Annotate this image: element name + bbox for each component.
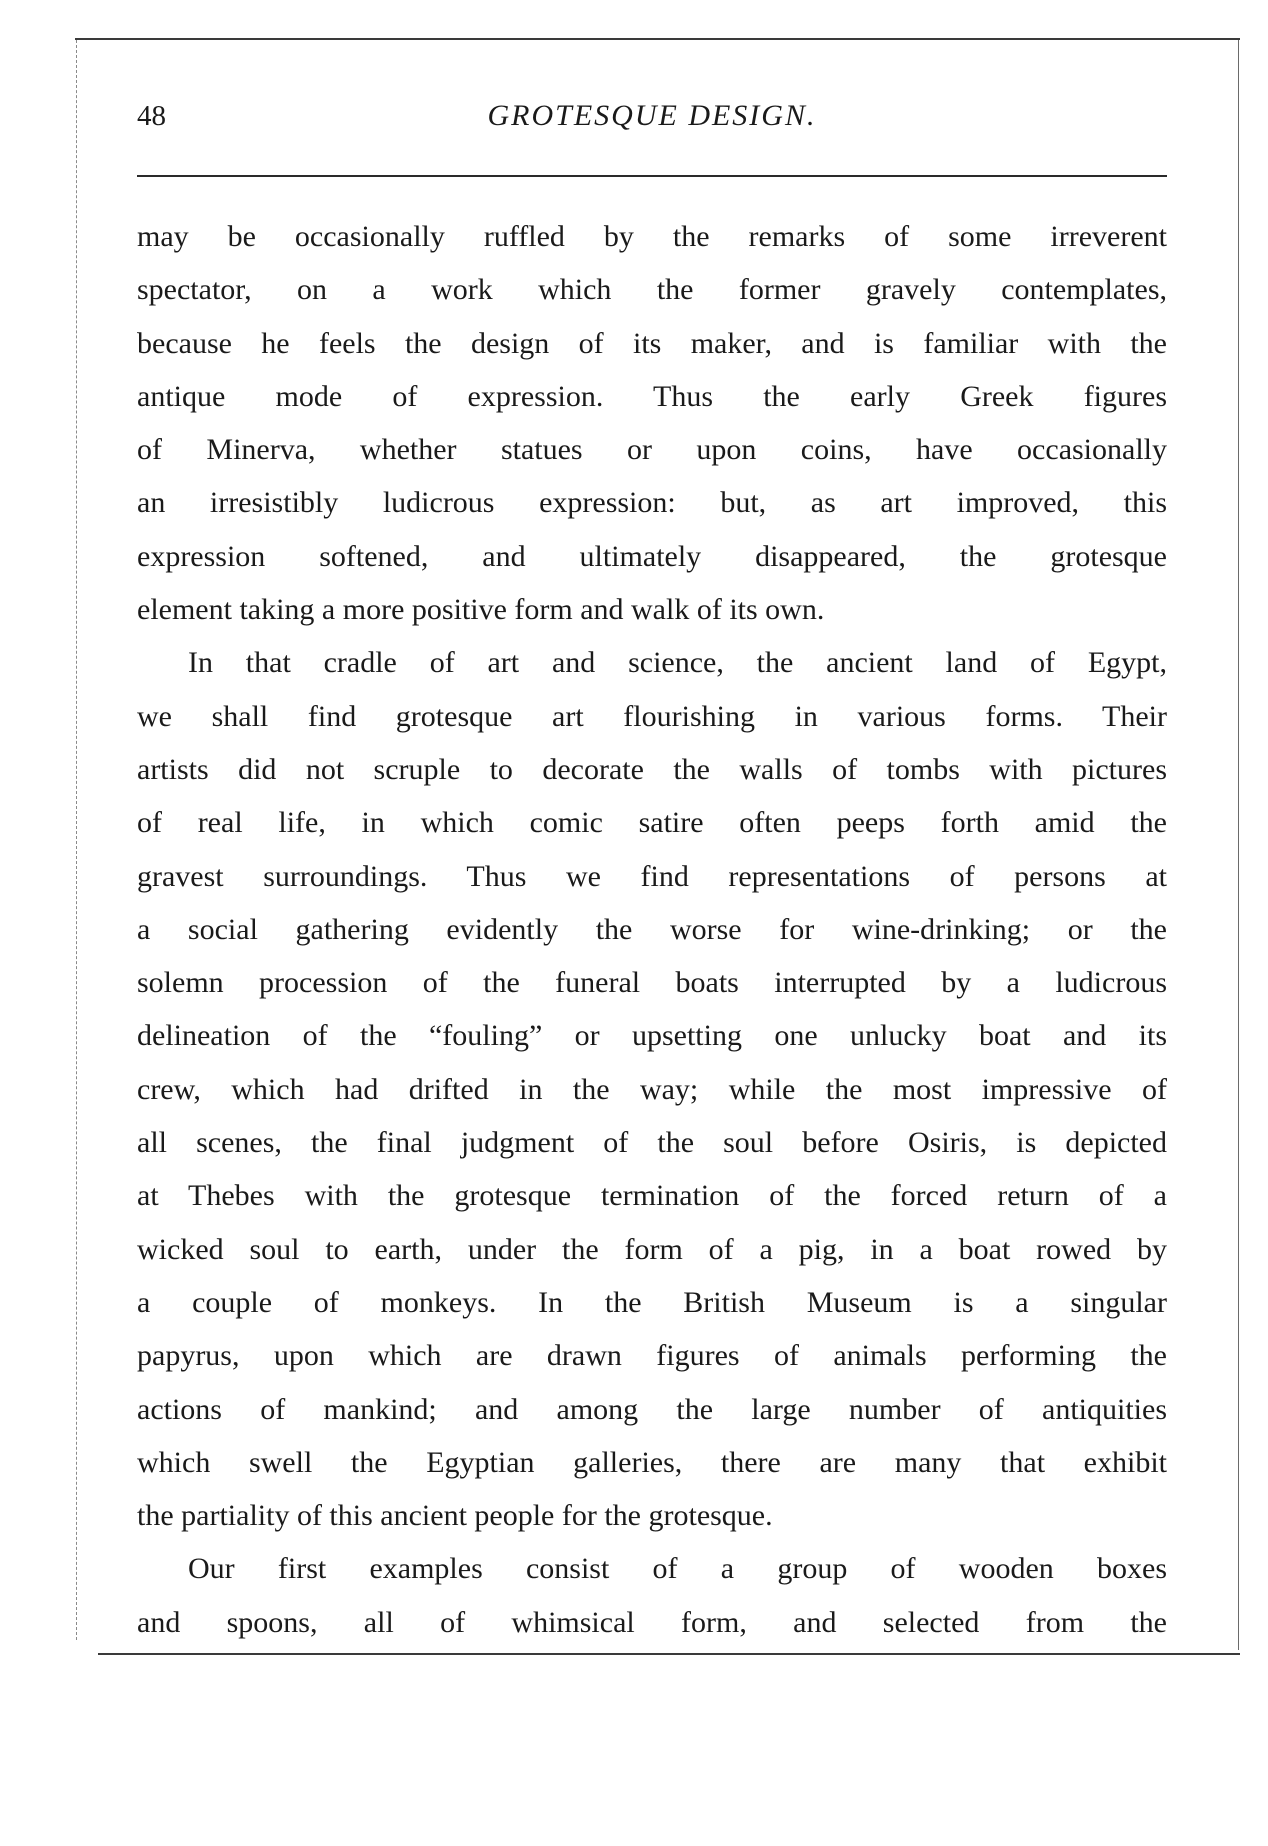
paragraph-end-line: element taking a more positive form and walk of its own. [137, 593, 825, 627]
text-line: antique mode of expression. Thus the early Greek figures [137, 379, 1167, 413]
text-line: of real life, in which comic satire often peeps forth amid the [137, 806, 1167, 840]
text-line: papyrus, upon which are drawn figures of animals performing the [137, 1339, 1167, 1373]
running-head [137, 96, 1167, 136]
running-title: GROTESQUE DESIGN. [487, 99, 817, 132]
paragraph-end-line: the partiality of this ancient people for the grotesque. [137, 1499, 773, 1533]
text-line: actions of mankind; and among the large number of antiquities [137, 1392, 1167, 1426]
text-line: wicked soul to earth, under the form of a pig, in a boat rowed by [137, 1232, 1167, 1266]
text-line: at Thebes with the grotesque termination of the forced return of a [137, 1179, 1167, 1213]
text-line: expression softened, and ultimately disappeared, the grotesque [137, 539, 1167, 573]
text-line: we shall find grotesque art flourishing in various forms. Their [137, 699, 1167, 733]
text-line: spectator, on a work which the former gravely contemplates, [137, 273, 1167, 307]
text-line: and spoons, all of whimsical form, and selected from the [137, 1605, 1167, 1639]
text-line: a social gathering evidently the worse for wine-drinking; or the [137, 912, 1167, 946]
text-line: all scenes, the final judgment of the soul before Osiris, is depicted [137, 1126, 1167, 1160]
text-line: crew, which had drifted in the way; while the most impressive of [137, 1072, 1167, 1106]
text-line: of Minerva, whether statues or upon coins, have occasionally [137, 433, 1167, 467]
text-line: may be occasionally ruffled by the remarks of some irreverent [137, 220, 1167, 253]
paragraph-first-line: Our first examples consist of a group of wooden boxes [188, 1552, 1167, 1586]
paragraph-first-line: In that cradle of art and science, the ancient land of Egypt, [188, 646, 1167, 680]
page-number: 48 [137, 100, 166, 132]
header-rule [137, 175, 1167, 177]
text-line: artists did not scruple to decorate the walls of tombs with pictures [137, 752, 1167, 786]
text-line: because he feels the design of its maker, and is familiar with the [137, 326, 1167, 360]
body-text [137, 210, 1167, 1649]
scan-border-bottom [98, 1653, 1240, 1655]
text-line: solemn procession of the funeral boats interrupted by a ludicrous [137, 966, 1167, 1000]
text-line: gravest surroundings. Thus we find representations of persons at [137, 859, 1167, 893]
text-line: a couple of monkeys. In the British Museum is a singular [137, 1285, 1167, 1319]
scan-border-right [1238, 40, 1239, 1650]
text-line: which swell the Egyptian galleries, there are many that exhibit [137, 1445, 1167, 1479]
scan-border-left [76, 40, 77, 1640]
scan-border-top [75, 38, 1240, 40]
text-line: delineation of the “fouling” or upsetting one unlucky boat and its [137, 1019, 1167, 1053]
text-line: an irresistibly ludicrous expression: but, as art improved, this [137, 486, 1167, 520]
